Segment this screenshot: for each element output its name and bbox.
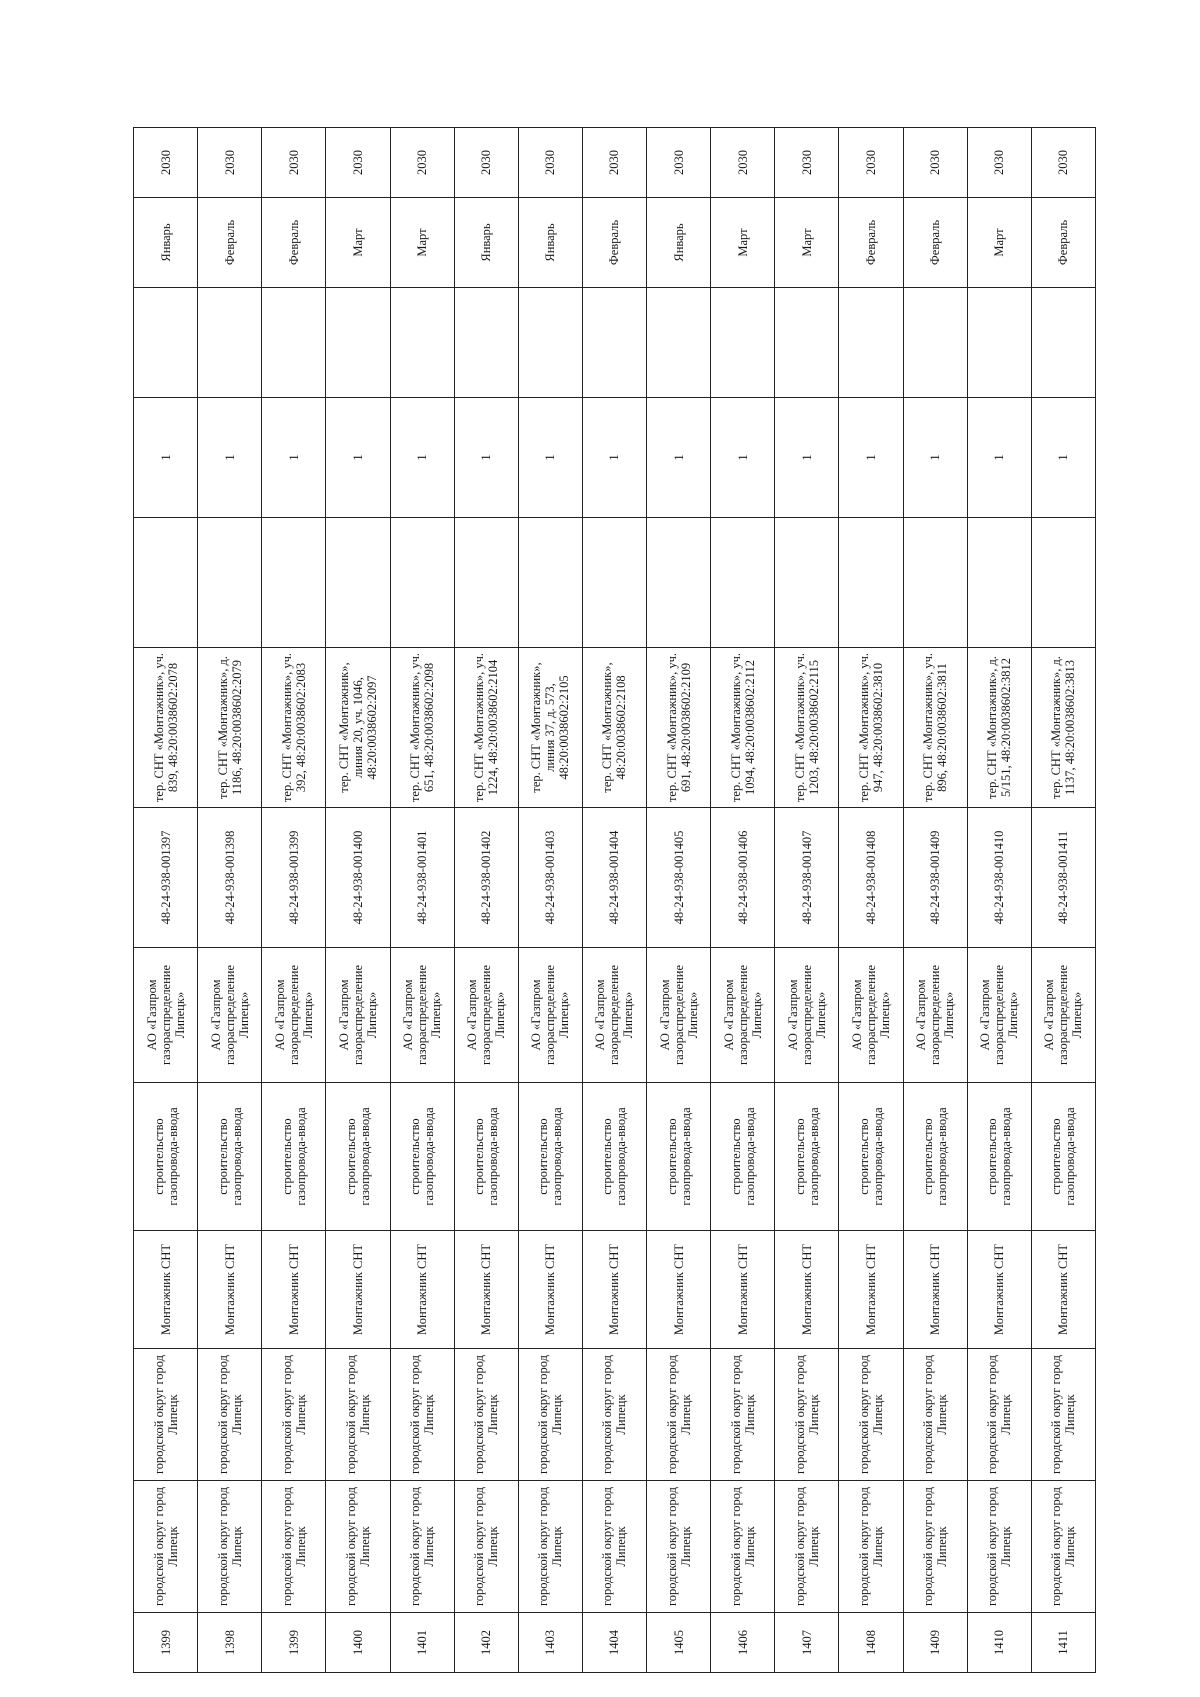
address-cell: тер. СНТ «Монтажник», уч. 947, 48:20:0038602:3810 xyxy=(839,648,903,808)
quantity-cell: 1 xyxy=(903,398,967,518)
quantity-cell: 1 xyxy=(390,398,454,518)
address-cell: тер. СНТ «Монтажник», уч. 691, 48:20:0038602:2109 xyxy=(647,648,711,808)
work-type-cell: строительство газопровода-ввода xyxy=(647,1083,711,1231)
table-row xyxy=(967,128,1031,1673)
year-cell: 2030 xyxy=(518,128,582,198)
empty-cell xyxy=(454,288,518,398)
locality-cell: Монтажник СНТ xyxy=(198,1231,262,1349)
table-row xyxy=(775,128,839,1673)
settlement-cell: городской округ город Липецк xyxy=(262,1349,326,1481)
locality-cell: Монтажник СНТ xyxy=(454,1231,518,1349)
organization-cell: АО «Газпром газораспределение Липецк» xyxy=(967,948,1031,1083)
row-number-cell: 1410 xyxy=(967,1613,1031,1673)
table-row xyxy=(326,128,390,1673)
table-row xyxy=(518,128,582,1673)
settlement-cell: городской округ город Липецк xyxy=(1031,1349,1095,1481)
empty-cell xyxy=(262,288,326,398)
year-cell: 2030 xyxy=(711,128,775,198)
empty-cell xyxy=(903,518,967,648)
empty-cell xyxy=(967,518,1031,648)
locality-cell: Монтажник СНТ xyxy=(903,1231,967,1349)
month-cell: Март xyxy=(326,198,390,288)
municipality-cell: городской округ город Липецк xyxy=(390,1481,454,1613)
empty-cell xyxy=(454,518,518,648)
object-code-cell: 48-24-938-001411 xyxy=(1031,808,1095,948)
quantity-cell: 1 xyxy=(454,398,518,518)
object-code-cell: 48-24-938-001405 xyxy=(647,808,711,948)
work-type-cell: строительство газопровода-ввода xyxy=(454,1083,518,1231)
organization-cell: АО «Газпром газораспределение Липецк» xyxy=(711,948,775,1083)
year-cell: 2030 xyxy=(134,128,198,198)
settlement-cell: городской округ город Липецк xyxy=(839,1349,903,1481)
quantity-cell: 1 xyxy=(711,398,775,518)
empty-cell xyxy=(775,518,839,648)
organization-cell: АО «Газпром газораспределение Липецк» xyxy=(903,948,967,1083)
table-row xyxy=(1031,128,1095,1673)
address-cell: тер. СНТ «Монтажник», уч. 1094, 48:20:0038602:2112 xyxy=(711,648,775,808)
municipality-cell: городской округ город Липецк xyxy=(582,1481,646,1613)
municipality-cell: городской округ город Липецк xyxy=(775,1481,839,1613)
work-type-cell: строительство газопровода-ввода xyxy=(582,1083,646,1231)
table-row xyxy=(582,128,646,1673)
address-cell: тер. СНТ «Монтажник», 48:20:0038602:2108 xyxy=(582,648,646,808)
year-cell: 2030 xyxy=(454,128,518,198)
year-cell: 2030 xyxy=(903,128,967,198)
empty-cell xyxy=(134,518,198,648)
municipality-cell: городской округ город Липецк xyxy=(518,1481,582,1613)
table-body xyxy=(134,128,1096,1673)
organization-cell: АО «Газпром газораспределение Липецк» xyxy=(647,948,711,1083)
municipality-cell: городской округ город Липецк xyxy=(454,1481,518,1613)
empty-cell xyxy=(262,518,326,648)
empty-cell xyxy=(711,288,775,398)
settlement-cell: городской округ город Липецк xyxy=(967,1349,1031,1481)
empty-cell xyxy=(326,518,390,648)
quantity-cell: 1 xyxy=(198,398,262,518)
month-cell: Февраль xyxy=(903,198,967,288)
table-row xyxy=(134,128,198,1673)
municipality-cell: городской округ город Липецк xyxy=(967,1481,1031,1613)
row-number-cell: 1400 xyxy=(326,1613,390,1673)
locality-cell: Монтажник СНТ xyxy=(711,1231,775,1349)
quantity-cell: 1 xyxy=(582,398,646,518)
locality-cell: Монтажник СНТ xyxy=(839,1231,903,1349)
empty-cell xyxy=(582,518,646,648)
municipality-cell: городской округ город Липецк xyxy=(711,1481,775,1613)
object-code-cell: 48-24-938-001410 xyxy=(967,808,1031,948)
settlement-cell: городской округ город Липецк xyxy=(390,1349,454,1481)
empty-cell xyxy=(775,288,839,398)
object-code-cell: 48-24-938-001403 xyxy=(518,808,582,948)
year-cell: 2030 xyxy=(198,128,262,198)
row-number-cell: 1409 xyxy=(903,1613,967,1673)
address-cell: тер. СНТ «Монтажник», уч. 392, 48:20:0038602:2083 xyxy=(262,648,326,808)
settlement-cell: городской округ город Липецк xyxy=(582,1349,646,1481)
gasification-schedule-table xyxy=(133,127,1096,1673)
object-code-cell: 48-24-938-001407 xyxy=(775,808,839,948)
address-cell: тер. СНТ «Монтажник», уч. 896, 48:20:0038602:3811 xyxy=(903,648,967,808)
address-cell: тер. СНТ «Монтажник», уч. 1224, 48:20:0038602:2104 xyxy=(454,648,518,808)
object-code-cell: 48-24-938-001400 xyxy=(326,808,390,948)
quantity-cell: 1 xyxy=(647,398,711,518)
organization-cell: АО «Газпром газораспределение Липецк» xyxy=(262,948,326,1083)
row-number-cell: 1408 xyxy=(839,1613,903,1673)
object-code-cell: 48-24-938-001399 xyxy=(262,808,326,948)
empty-cell xyxy=(839,518,903,648)
settlement-cell: городской округ город Липецк xyxy=(775,1349,839,1481)
locality-cell: Монтажник СНТ xyxy=(518,1231,582,1349)
object-code-cell: 48-24-938-001409 xyxy=(903,808,967,948)
work-type-cell: строительство газопровода-ввода xyxy=(839,1083,903,1231)
empty-cell xyxy=(839,288,903,398)
work-type-cell: строительство газопровода-ввода xyxy=(903,1083,967,1231)
empty-cell xyxy=(198,288,262,398)
month-cell: Февраль xyxy=(582,198,646,288)
settlement-cell: городской округ город Липецк xyxy=(454,1349,518,1481)
table-row xyxy=(262,128,326,1673)
empty-cell xyxy=(903,288,967,398)
month-cell: Февраль xyxy=(262,198,326,288)
work-type-cell: строительство газопровода-ввода xyxy=(1031,1083,1095,1231)
year-cell: 2030 xyxy=(262,128,326,198)
empty-cell xyxy=(711,518,775,648)
year-cell: 2030 xyxy=(775,128,839,198)
work-type-cell: строительство газопровода-ввода xyxy=(967,1083,1031,1231)
year-cell: 2030 xyxy=(967,128,1031,198)
locality-cell: Монтажник СНТ xyxy=(647,1231,711,1349)
settlement-cell: городской округ город Липецк xyxy=(198,1349,262,1481)
month-cell: Январь xyxy=(518,198,582,288)
address-cell: тер. СНТ «Монтажник», д. 5/151, 48:20:0038602:3812 xyxy=(967,648,1031,808)
empty-cell xyxy=(1031,518,1095,648)
object-code-cell: 48-24-938-001402 xyxy=(454,808,518,948)
month-cell: Март xyxy=(711,198,775,288)
empty-cell xyxy=(134,288,198,398)
table-row xyxy=(839,128,903,1673)
work-type-cell: строительство газопровода-ввода xyxy=(134,1083,198,1231)
empty-cell xyxy=(647,518,711,648)
month-cell: Январь xyxy=(454,198,518,288)
municipality-cell: городской округ город Липецк xyxy=(262,1481,326,1613)
settlement-cell: городской округ город Липецк xyxy=(518,1349,582,1481)
work-type-cell: строительство газопровода-ввода xyxy=(326,1083,390,1231)
quantity-cell: 1 xyxy=(839,398,903,518)
empty-cell xyxy=(518,288,582,398)
address-cell: тер. СНТ «Монтажник», д. 1137, 48:20:0038602:3813 xyxy=(1031,648,1095,808)
month-cell: Январь xyxy=(134,198,198,288)
month-cell: Март xyxy=(390,198,454,288)
month-cell: Март xyxy=(967,198,1031,288)
year-cell: 2030 xyxy=(839,128,903,198)
month-cell: Февраль xyxy=(1031,198,1095,288)
municipality-cell: городской округ город Липецк xyxy=(1031,1481,1095,1613)
address-cell: тер. СНТ «Монтажник», уч. 839, 48:20:0038602:2078 xyxy=(134,648,198,808)
locality-cell: Монтажник СНТ xyxy=(967,1231,1031,1349)
row-number-cell: 1403 xyxy=(518,1613,582,1673)
organization-cell: АО «Газпром газораспределение Липецк» xyxy=(775,948,839,1083)
row-number-cell: 1402 xyxy=(454,1613,518,1673)
address-cell: тер. СНТ «Монтажник», уч. 1203, 48:20:0038602:2115 xyxy=(775,648,839,808)
municipality-cell: городской округ город Липецк xyxy=(326,1481,390,1613)
quantity-cell: 1 xyxy=(262,398,326,518)
object-code-cell: 48-24-938-001404 xyxy=(582,808,646,948)
month-cell: Февраль xyxy=(839,198,903,288)
row-number-cell: 1401 xyxy=(390,1613,454,1673)
table-row xyxy=(647,128,711,1673)
organization-cell: АО «Газпром газораспределение Липецк» xyxy=(582,948,646,1083)
empty-cell xyxy=(390,288,454,398)
rotated-table-sheet xyxy=(133,128,1096,1673)
object-code-cell: 48-24-938-001408 xyxy=(839,808,903,948)
settlement-cell: городской округ город Липецк xyxy=(647,1349,711,1481)
locality-cell: Монтажник СНТ xyxy=(134,1231,198,1349)
table-row xyxy=(390,128,454,1673)
quantity-cell: 1 xyxy=(134,398,198,518)
settlement-cell: городской округ город Липецк xyxy=(134,1349,198,1481)
object-code-cell: 48-24-938-001401 xyxy=(390,808,454,948)
table-row xyxy=(198,128,262,1673)
table-row xyxy=(454,128,518,1673)
quantity-cell: 1 xyxy=(775,398,839,518)
settlement-cell: городской округ город Липецк xyxy=(711,1349,775,1481)
locality-cell: Монтажник СНТ xyxy=(1031,1231,1095,1349)
address-cell: тер. СНТ «Монтажник», уч. 651, 48:20:0038602:2098 xyxy=(390,648,454,808)
organization-cell: АО «Газпром газораспределение Липецк» xyxy=(454,948,518,1083)
row-number-cell: 1405 xyxy=(647,1613,711,1673)
quantity-cell: 1 xyxy=(1031,398,1095,518)
object-code-cell: 48-24-938-001406 xyxy=(711,808,775,948)
year-cell: 2030 xyxy=(582,128,646,198)
empty-cell xyxy=(390,518,454,648)
locality-cell: Монтажник СНТ xyxy=(775,1231,839,1349)
quantity-cell: 1 xyxy=(326,398,390,518)
work-type-cell: строительство газопровода-ввода xyxy=(518,1083,582,1231)
locality-cell: Монтажник СНТ xyxy=(390,1231,454,1349)
row-number-cell: 1411 xyxy=(1031,1613,1095,1673)
locality-cell: Монтажник СНТ xyxy=(582,1231,646,1349)
month-cell: Январь xyxy=(647,198,711,288)
month-cell: Февраль xyxy=(198,198,262,288)
municipality-cell: городской округ город Липецк xyxy=(903,1481,967,1613)
organization-cell: АО «Газпром газораспределение Липецк» xyxy=(1031,948,1095,1083)
organization-cell: АО «Газпром газораспределение Липецк» xyxy=(326,948,390,1083)
quantity-cell: 1 xyxy=(518,398,582,518)
month-cell: Март xyxy=(775,198,839,288)
empty-cell xyxy=(647,288,711,398)
settlement-cell: городской округ город Липецк xyxy=(326,1349,390,1481)
year-cell: 2030 xyxy=(390,128,454,198)
work-type-cell: строительство газопровода-ввода xyxy=(262,1083,326,1231)
municipality-cell: городской округ город Липецк xyxy=(839,1481,903,1613)
municipality-cell: городской округ город Липецк xyxy=(134,1481,198,1613)
locality-cell: Монтажник СНТ xyxy=(262,1231,326,1349)
empty-cell xyxy=(582,288,646,398)
empty-cell xyxy=(967,288,1031,398)
year-cell: 2030 xyxy=(326,128,390,198)
row-number-cell: 1399 xyxy=(262,1613,326,1673)
empty-cell xyxy=(518,518,582,648)
row-number-cell: 1407 xyxy=(775,1613,839,1673)
organization-cell: АО «Газпром газораспределение Липецк» xyxy=(839,948,903,1083)
work-type-cell: строительство газопровода-ввода xyxy=(775,1083,839,1231)
row-number-cell: 1404 xyxy=(582,1613,646,1673)
organization-cell: АО «Газпром газораспределение Липецк» xyxy=(134,948,198,1083)
empty-cell xyxy=(326,288,390,398)
empty-cell xyxy=(198,518,262,648)
row-number-cell: 1399 xyxy=(134,1613,198,1673)
year-cell: 2030 xyxy=(1031,128,1095,198)
work-type-cell: строительство газопровода-ввода xyxy=(390,1083,454,1231)
table-row xyxy=(903,128,967,1673)
object-code-cell: 48-24-938-001397 xyxy=(134,808,198,948)
organization-cell: АО «Газпром газораспределение Липецк» xyxy=(390,948,454,1083)
row-number-cell: 1406 xyxy=(711,1613,775,1673)
organization-cell: АО «Газпром газораспределение Липецк» xyxy=(198,948,262,1083)
quantity-cell: 1 xyxy=(967,398,1031,518)
settlement-cell: городской округ город Липецк xyxy=(903,1349,967,1481)
year-cell: 2030 xyxy=(647,128,711,198)
address-cell: тер. СНТ «Монтажник», д. 1186, 48:20:0038602:2079 xyxy=(198,648,262,808)
municipality-cell: городской округ город Липецк xyxy=(647,1481,711,1613)
municipality-cell: городской округ город Липецк xyxy=(198,1481,262,1613)
work-type-cell: строительство газопровода-ввода xyxy=(711,1083,775,1231)
locality-cell: Монтажник СНТ xyxy=(326,1231,390,1349)
table-row xyxy=(711,128,775,1673)
organization-cell: АО «Газпром газораспределение Липецк» xyxy=(518,948,582,1083)
empty-cell xyxy=(1031,288,1095,398)
address-cell: тер. СНТ «Монтажник», линия 37, д. 573, 48:20:0038602:2105 xyxy=(518,648,582,808)
work-type-cell: строительство газопровода-ввода xyxy=(198,1083,262,1231)
object-code-cell: 48-24-938-001398 xyxy=(198,808,262,948)
address-cell: тер. СНТ «Монтажник», линия 20, уч. 1046, 48:20:0038602:2097 xyxy=(326,648,390,808)
row-number-cell: 1398 xyxy=(198,1613,262,1673)
